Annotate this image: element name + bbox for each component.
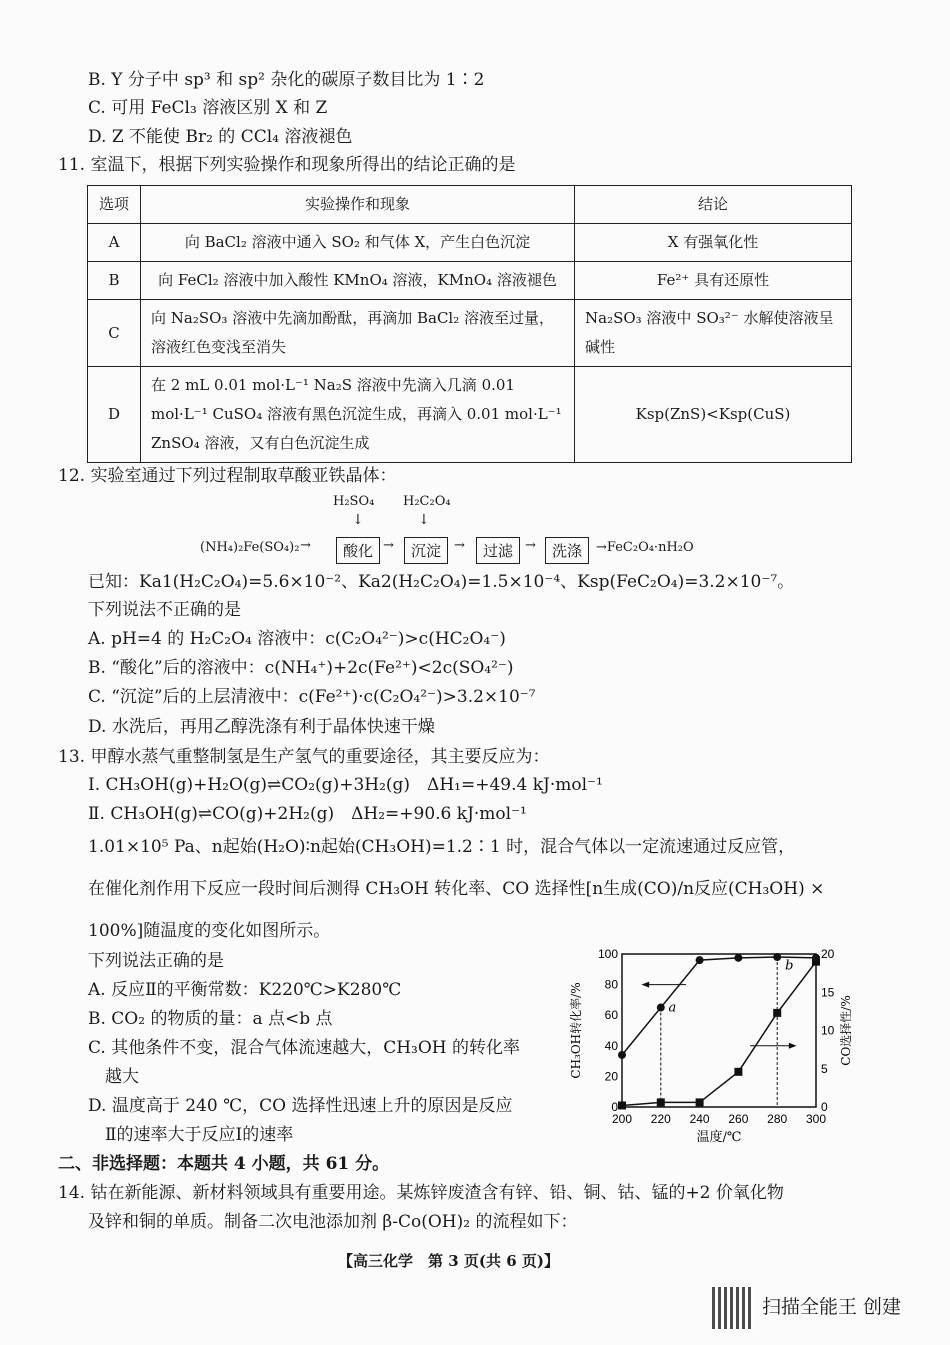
q13-option-d-cont: Ⅱ的速率大于反应Ⅰ的速率 bbox=[88, 1125, 294, 1145]
qr-code-icon bbox=[712, 1287, 754, 1329]
row-option: C bbox=[88, 300, 141, 367]
x-tick-label: 300 bbox=[805, 1112, 827, 1126]
y-tick-label: 0 bbox=[611, 1100, 618, 1114]
y-axis-label: CH₃OH转化率/% bbox=[569, 982, 583, 1079]
flow-step: 沉淀 bbox=[404, 537, 448, 564]
q12-known: 已知：Ka1(H₂C₂O₄)=5.6×10⁻²、Ka2(H₂C₂O₄)=1.5×10⁻⁴、Ksp(FeC₂O₄)=3.2×10⁻⁷。 bbox=[88, 572, 795, 592]
q10-option-c: C. 可用 FeCl₃ 溶液区别 X 和 Z bbox=[88, 98, 328, 118]
data-point-square bbox=[812, 958, 820, 966]
arrow-right-icon: → bbox=[525, 538, 536, 553]
y-tick-label: 40 bbox=[604, 1038, 618, 1053]
data-point-square bbox=[734, 1068, 742, 1076]
x-tick-label: 240 bbox=[689, 1112, 710, 1126]
y-tick-label: 20 bbox=[604, 1069, 618, 1084]
table-row bbox=[88, 262, 852, 300]
data-point-square bbox=[657, 1098, 665, 1106]
arrow-down-icon: ↓ bbox=[418, 512, 430, 528]
data-point-circle bbox=[773, 953, 781, 961]
data-point-circle bbox=[657, 1004, 665, 1012]
q13-measure-cont: 100%]随温度的变化如图所示。 bbox=[88, 921, 331, 941]
q13-option-a: A. 反应Ⅱ的平衡常数：K220℃>K280℃ bbox=[88, 980, 402, 1000]
flow-start: (NH₄)₂Fe(SO₄)₂ bbox=[200, 540, 300, 555]
page-footer: 【高三化学 第 3 页(共 6 页)】 bbox=[338, 1252, 559, 1270]
q13-ask: 下列说法正确的是 bbox=[88, 951, 224, 971]
flow-reagent-2: H₂C₂O₄ bbox=[403, 494, 451, 509]
y-tick-label: 80 bbox=[604, 977, 618, 992]
flow-reagent-1: H₂SO₄ bbox=[333, 494, 375, 509]
q13-stem: 13. 甲醇水蒸气重整制氢是生产氢气的重要途径，其主要反应为： bbox=[58, 747, 550, 767]
q14-line-1: 14. 钴在新能源、新材料领域具有重要用途。某炼锌废渣含有锌、铅、铜、钴、锰的+2 价氧化物 bbox=[58, 1183, 784, 1203]
x-tick-label: 280 bbox=[767, 1112, 788, 1126]
series-line bbox=[622, 962, 816, 1106]
table-row bbox=[88, 224, 852, 262]
section-heading: 二、非选择题：本题共 4 小题，共 61 分。 bbox=[58, 1154, 390, 1174]
q13-option-c: C. 其他条件不变，混合气体流速越大，CH₃OH 的转化率 bbox=[88, 1038, 521, 1058]
x-tick-label: 220 bbox=[650, 1112, 671, 1126]
q13-condition: 1.01×10⁵ Pa、n起始(H₂O)∶n起始(CH₃OH)=1.2∶1 时，混合气体以一定流速通过反应管， bbox=[88, 837, 796, 857]
data-point-circle bbox=[618, 1051, 626, 1059]
q14-line-2: 及锌和铜的单质。制备二次电池添加剂 β-Co(OH)₂ 的流程如下： bbox=[88, 1212, 578, 1232]
row-operation: 向 FeCl₂ 溶液中加入酸性 KMnO₄ 溶液，KMnO₄ 溶液褪色 bbox=[141, 262, 575, 300]
flow-step: 酸化 bbox=[336, 537, 380, 564]
row-conclusion: Fe²⁺ 具有还原性 bbox=[575, 262, 852, 300]
x-axis-label: 温度/℃ bbox=[696, 1130, 742, 1145]
q12-stem: 12. 实验室通过下列过程制取草酸亚铁晶体： bbox=[58, 466, 397, 486]
header-operation: 实验操作和现象 bbox=[141, 186, 575, 224]
q12-option-b: B. “酸化”后的溶液中：c(NH₄⁺)+2c(Fe²⁺)<2c(SO₄²⁻) bbox=[88, 658, 514, 678]
q13-reaction-2: Ⅱ. CH₃OH(g)⇌CO(g)+2H₂(g) ΔH₂=+90.6 kJ·mol⁻¹ bbox=[88, 804, 527, 824]
annotation-b: b bbox=[785, 958, 794, 974]
arrow-right-icon: → bbox=[383, 538, 394, 553]
right-arrowhead-icon bbox=[789, 1043, 797, 1049]
y2-tick-label: 10 bbox=[821, 1023, 835, 1038]
row-operation: 向 BaCl₂ 溶液中通入 SO₂ 和气体 X，产生白色沉淀 bbox=[141, 224, 575, 262]
annotation-a: a bbox=[668, 1000, 677, 1016]
data-point-circle bbox=[734, 954, 742, 962]
q12-ask: 下列说法不正确的是 bbox=[88, 600, 241, 620]
q12-option-a: A. pH=4 的 H₂C₂O₄ 溶液中：c(C₂O₄²⁻)>c(HC₂O₄⁻) bbox=[88, 629, 506, 649]
q12-option-c: C. “沉淀”后的上层清液中：c(Fe²⁺)·c(C₂O₄²⁻)>3.2×10⁻⁷ bbox=[88, 687, 536, 707]
q13-option-b: B. CO₂ 的物质的量：a 点<b 点 bbox=[88, 1009, 333, 1029]
flow-step: 过滤 bbox=[476, 537, 520, 564]
q13-chart bbox=[560, 940, 860, 1150]
data-point-square bbox=[618, 1101, 626, 1109]
q13-measure: 在催化剂作用下反应一段时间后测得 CH₃OH 转化率、CO 选择性[n生成(CO)/n反应(CH₃OH) × bbox=[88, 879, 825, 899]
product-label: FeC₂O₄·nH₂O bbox=[606, 540, 694, 555]
x-tick-label: 260 bbox=[728, 1112, 749, 1126]
q11-stem: 11. 室温下，根据下列实验操作和现象所得出的结论正确的是 bbox=[58, 155, 516, 175]
arrow-right-icon: → bbox=[454, 538, 465, 553]
y2-tick-label: 0 bbox=[821, 1100, 828, 1114]
flow-step: 洗涤 bbox=[545, 537, 589, 564]
row-option: D bbox=[88, 367, 141, 463]
data-point-circle bbox=[696, 956, 704, 964]
y-tick-label: 100 bbox=[597, 947, 618, 961]
table-row bbox=[88, 300, 852, 367]
data-point-square bbox=[696, 1098, 704, 1106]
y2-tick-label: 15 bbox=[821, 985, 835, 1000]
q10-option-d: D. Z 不能使 Br₂ 的 CCl₄ 溶液褪色 bbox=[88, 127, 353, 147]
row-option: A bbox=[88, 224, 141, 262]
arrow-right-icon: → bbox=[300, 538, 311, 553]
row-operation: 在 2 mL 0.01 mol·L⁻¹ Na₂S 溶液中先滴入几滴 0.01 mol·L⁻¹ CuSO₄ 溶液有黑色沉淀生成，再滴入 0.01 mol·L⁻¹ ZnSO₄ 溶液，又有白色沉淀生成 bbox=[141, 367, 575, 463]
q13-reaction-1: Ⅰ. CH₃OH(g)+H₂O(g)⇌CO₂(g)+3H₂(g) ΔH₁=+49.4 kJ·mol⁻¹ bbox=[88, 775, 603, 795]
data-point-square bbox=[773, 1009, 781, 1017]
y2-tick-label: 20 bbox=[821, 947, 835, 961]
row-conclusion: Na₂SO₃ 溶液中 SO₃²⁻ 水解使溶液呈碱性 bbox=[575, 300, 852, 367]
table-row bbox=[88, 367, 852, 463]
y2-axis-label: CO选择性/% bbox=[839, 995, 853, 1066]
y2-tick-label: 5 bbox=[821, 1061, 828, 1076]
header-conclusion: 结论 bbox=[575, 186, 852, 224]
scanner-watermark: 扫描全能王 创建 bbox=[762, 1296, 902, 1318]
q11-table bbox=[87, 185, 852, 463]
row-option: B bbox=[88, 262, 141, 300]
row-conclusion: Ksp(ZnS)<Ksp(CuS) bbox=[575, 367, 852, 463]
plot-frame bbox=[622, 954, 816, 1107]
row-conclusion: X 有强氧化性 bbox=[575, 224, 852, 262]
y-tick-label: 60 bbox=[604, 1008, 618, 1023]
q13-option-d: D. 温度高于 240 ℃，CO 选择性迅速上升的原因是反应 bbox=[88, 1096, 513, 1116]
q12-option-d: D. 水洗后，再用乙醇洗涤有利于晶体快速干燥 bbox=[88, 717, 435, 737]
x-tick-label: 200 bbox=[611, 1112, 633, 1126]
left-arrowhead-icon bbox=[641, 982, 649, 988]
row-operation: 向 Na₂SO₃ 溶液中先滴加酚酞，再滴加 BaCl₂ 溶液至过量，溶液红色变浅至消失 bbox=[141, 300, 575, 367]
header-option: 选项 bbox=[88, 186, 141, 224]
flow-product: →FeC₂O₄·nH₂O bbox=[596, 540, 694, 555]
q10-option-b: B. Y 分子中 sp³ 和 sp² 杂化的碳原子数目比为 1∶2 bbox=[88, 70, 485, 90]
arrow-down-icon: ↓ bbox=[352, 512, 364, 528]
q13-option-c-cont: 越大 bbox=[88, 1067, 139, 1087]
